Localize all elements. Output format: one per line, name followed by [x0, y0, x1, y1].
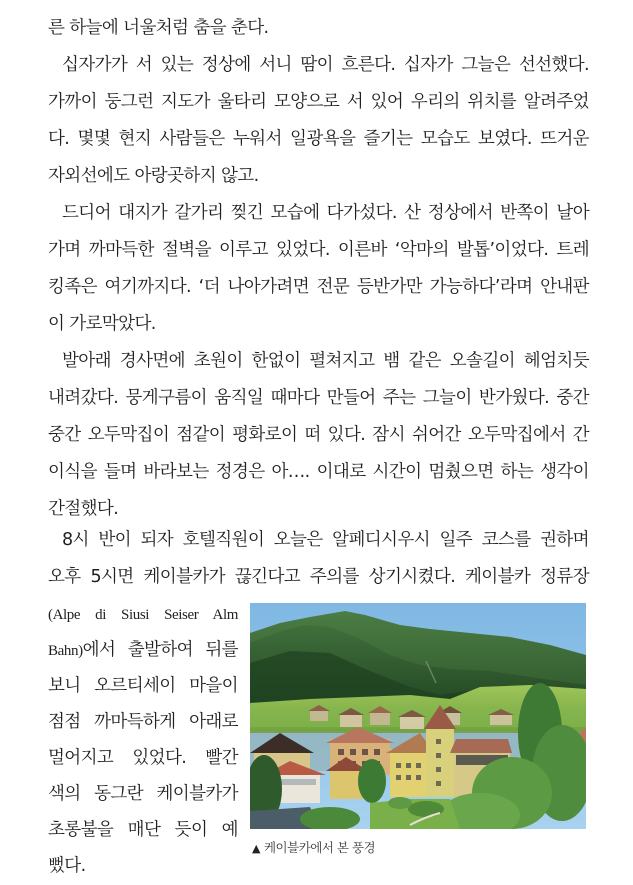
text-line-narrow: 점점 까마득하게 아래로	[48, 712, 238, 732]
text-line: 오후 5시면 케이블카가 끊긴다고 주의를 상기시켰다. 케이블카 정류장	[48, 567, 589, 587]
latin-name: Bahn)	[48, 643, 83, 659]
caption-text: 케이블카에서 본 풍경	[263, 840, 376, 855]
text-line-narrow: 멀어지고 있었다. 빨간	[48, 748, 238, 768]
photo-caption	[252, 839, 375, 858]
text-line: 이 가로막았다.	[48, 314, 156, 334]
text-line-narrow: 뻤다.	[48, 856, 86, 876]
latin-name: (Alpe di Siusi Seiser Alm	[48, 607, 238, 623]
text-line: 중간 오두막집이 점같이 평화로이 떠 있다. 잠시 쉬어간 오두막집에서 간	[48, 425, 589, 445]
village-photo	[250, 603, 586, 829]
text-line-narrow	[48, 596, 238, 633]
text-line: 가며 까마득한 절벽을 이루고 있었다. 이른바 ‘악마의 발톱’이었다. 트레	[48, 240, 589, 260]
text-line-narrow: 초롱불을 매단 듯이 예	[48, 820, 238, 840]
text-line-narrow: 보니 오르티세이 마을이	[48, 676, 238, 696]
triangle-up-icon: ▲	[252, 842, 260, 855]
text-line: 십자가가 서 있는 정상에 서니 땀이 흐른다. 십자가 그늘은 선선했다.	[62, 55, 589, 75]
text-line: 다. 몇몇 현지 사람들은 누워서 일광욕을 즐기는 모습도 보였다. 뜨거운	[48, 129, 589, 149]
text-line: 간절했다.	[48, 499, 119, 519]
text-line: 이식을 들며 바라보는 정경은 아…. 이대로 시간이 멈췄으면 하는 생각이	[48, 462, 589, 482]
text-line: 내려갔다. 뭉게구름이 움직일 때마다 만들어 주는 그늘이 반가웠다. 중간	[48, 388, 589, 408]
text-line: 른 하늘에 너울처럼 춤을 춘다.	[48, 18, 269, 38]
landscape-illustration	[250, 603, 586, 829]
text-fragment: 에서 출발하여 뒤를	[82, 640, 238, 660]
text-line: 킹족은 여기까지다. ‘더 나아가려면 전문 등반가만 가능하다’라며 안내판	[48, 277, 589, 297]
text-line: 8시 반이 되자 호텔직원이 오늘은 알페디시우시 일주 코스를 권하며	[62, 530, 589, 550]
text-line: 가까이 둥그런 지도가 울타리 모양으로 서 있어 우리의 위치를 알려주었	[48, 92, 589, 112]
text-line: 드디어 대지가 갈가리 찢긴 모습에 다가섰다. 산 정상에서 반쪽이 날아	[62, 203, 589, 223]
text-line: 자외선에도 아랑곳하지 않고.	[48, 166, 259, 186]
text-line: 발아래 경사면에 초원이 한없이 펼쳐지고 뱀 같은 오솔길이 헤엄치듯	[62, 351, 589, 371]
text-line-narrow	[48, 632, 238, 669]
text-line-narrow: 색의 동그란 케이블카가	[48, 784, 238, 804]
